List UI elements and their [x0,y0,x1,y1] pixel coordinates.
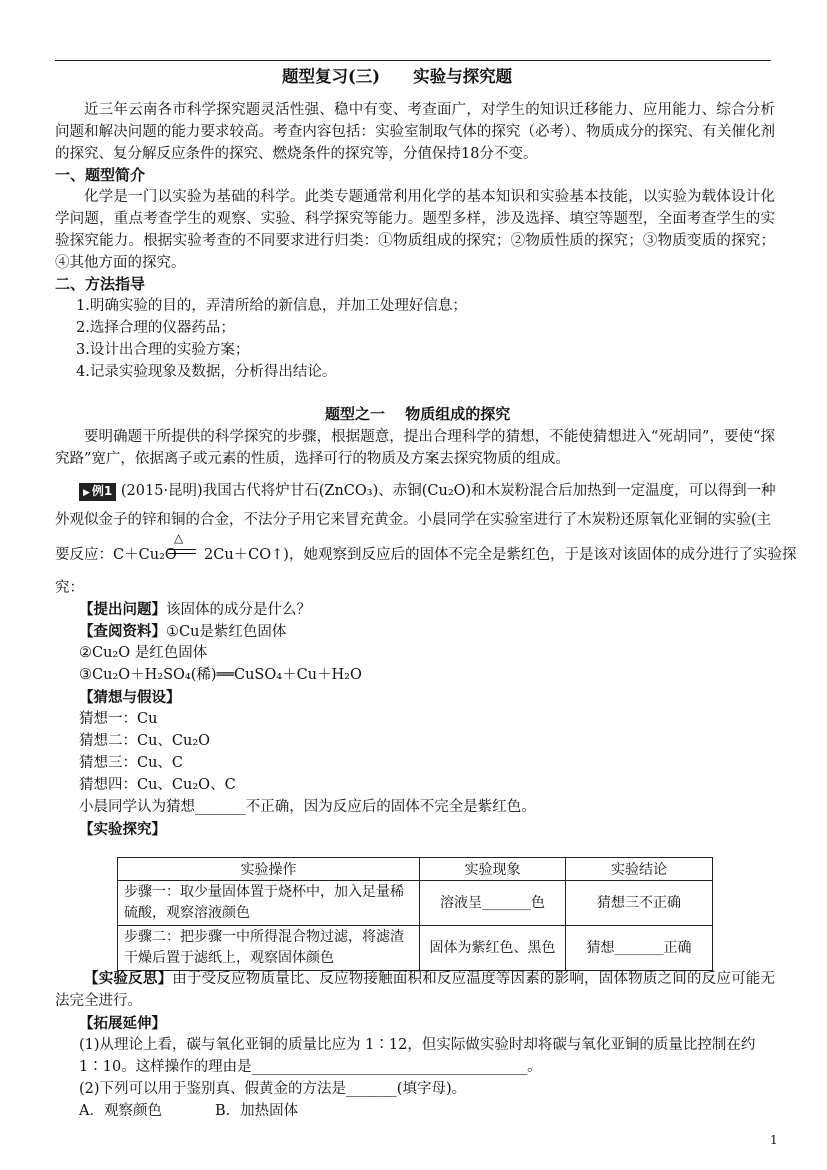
guess-label: 【猜想与假设】 [79,689,181,706]
ref-line [79,621,286,643]
example-line-2: 外观似金子的锌和铜的合金，不法分子用它来冒充黄金。小晨同学在实验室进行了木炭粉还原氧化亚铜的实验(主 [55,512,772,528]
table-header-operation: 实验操作 [118,858,420,881]
type1-heading: 题型之一 物质组成的探究 [325,405,511,423]
method-item-4: 4.记录实验现象及数据，分析得出结论。 [76,364,337,380]
guess-judgement: 小晨同学认为猜想_______不正确，因为反应后的固体不完全是紫红色。 [79,799,536,815]
intro-paragraph: 近三年云南各市科学探究题灵活性强、稳中有变、考查面广，对学生的知识迁移能力、应用能力、综合分析问题和解决问题的能力要求较高。考查内容包括：实验室制取气体的探究（必考）、物质成分的探究、有关催化剂的探究、复分解反应条件的探究、燃烧条件的探究等，分值保持18分不变。 [55,102,775,162]
guess-1: 猜想一：Cu [79,711,158,727]
method-item-1: 1.明确实验的目的，弄清所给的新信息，并加工处理好信息； [76,298,467,314]
table-header-row [118,858,713,881]
heat-delta: △ [174,531,184,545]
example-line-3a: 要反应：C＋Cu₂O [55,547,177,563]
table-row [118,926,713,971]
guess-4: 猜想四：Cu、Cu₂O、C [79,777,236,793]
page-title: 题型复习(三) 实验与探究题 [282,67,513,86]
table-cell-conclusion: 猜想三不正确 [566,881,713,926]
ask-text: 该固体的成分是什么？ [166,602,311,618]
section2-heading: 二、方法指导 [55,275,146,293]
table-cell-phenomenon: 固体为紫红色、黑色 [420,926,566,971]
page-number: 1 [770,1133,778,1147]
method-item-2: 2.选择合理的仪器药品； [76,320,235,336]
example-text-1: (2015·昆明)我国古代将炉甘石(ZnCO₃)、赤铜(Cu₂O)和木炭粉混合后加热到一定温度，可以得到一种 [120,483,776,499]
experiment-table [117,857,713,971]
explore-label: 【实验探究】 [79,821,166,838]
table-header-conclusion: 实验结论 [566,858,713,881]
example-line-4: 究： [55,580,84,596]
equation-bar-top [168,549,196,550]
extend-label: 【拓展延伸】 [79,1015,166,1032]
guess-3: 猜想三：Cu、C [79,755,184,771]
table-cell-operation: 步骤一：取少量固体置于烧杯中，加入足量稀硫酸，观察溶液颜色 [118,881,420,926]
table-cell-phenomenon: 溶液呈_______色 [420,881,566,926]
ref-1: ①Cu是紫红色固体 [166,624,287,640]
reflect-text: 由于受反应物质量比、反应物接触面积和反应温度等因素的影响，固体物质之间的反应可能无法完全进行。 [55,971,776,1009]
example-line-1 [79,481,776,502]
option-a: A．观察颜色 [79,1103,162,1119]
reflect-paragraph [55,968,775,1012]
example-line-3b: 2Cu＋CO↑)，她观察到反应后的固体不完全是紫红色，于是该对该固体的成分进行了实验探 [204,547,797,563]
extend-q1-line2: 1∶10。这样操作的理由是______________________________________。 [79,1059,542,1075]
reflect-label: 【实验反思】 [84,970,173,987]
table-cell-conclusion: 猜想_______正确 [566,926,713,971]
type1-text: 要明确题干所提供的科学探究的步骤，根据题意，提出合理科学的猜想，不能使猜想进入“死胡同”，要使“探究路”宽广，依据离子或元素的性质，选择可行的物质及方案去探究物质的组成。 [55,429,775,467]
ref-3: ③Cu₂O＋H₂SO₄(稀)══CuSO₄＋Cu＋H₂O [79,667,362,683]
section1-heading: 一、题型简介 [55,166,146,184]
table-header-phenomenon: 实验现象 [420,858,566,881]
guess-2: 猜想二：Cu、Cu₂O [79,733,211,749]
example-badge: ▶ 例1 [79,483,116,501]
table-cell-operation: 步骤二：把步骤一中所得混合物过滤，将滤渣干燥后置于滤纸上，观察固体颜色 [118,926,420,971]
option-b: B．加热固体 [215,1103,299,1119]
ask-line [79,599,311,621]
extend-q2: (2)下列可以用于鉴别真、假黄金的方法是_______(填字母)。 [79,1081,467,1097]
method-item-3: 3.设计出合理的实验方案； [76,342,250,358]
extend-q1-line1: (1)从理论上看，碳与氧化亚铜的质量比应为 1∶12，但实际做实验时却将碳与氧化亚铜的质量比控制在约 [79,1037,756,1053]
table-row [118,881,713,926]
ref-label: 【查阅资料】 [79,623,166,640]
equation-bar-bottom [168,553,196,554]
play-triangle-icon: ▶ [83,488,90,498]
ref-2: ②Cu₂O 是红色固体 [79,645,208,661]
ask-label: 【提出问题】 [79,601,166,618]
header-rule [55,60,771,61]
section1-text: 化学是一门以实验为基础的科学。此类专题通常利用化学的基本知识和实验基本技能，以实验为载体设计化学问题，重点考查学生的观察、实验、科学探究等能力。题型多样，涉及选择、填空等题型，全面考查学生的实验探究能力。根据实验考查的不同要求进行归类：①物质组成的探究；②物质性质的探究；③物质变质的探究；④其他方面的探究。 [55,189,775,271]
